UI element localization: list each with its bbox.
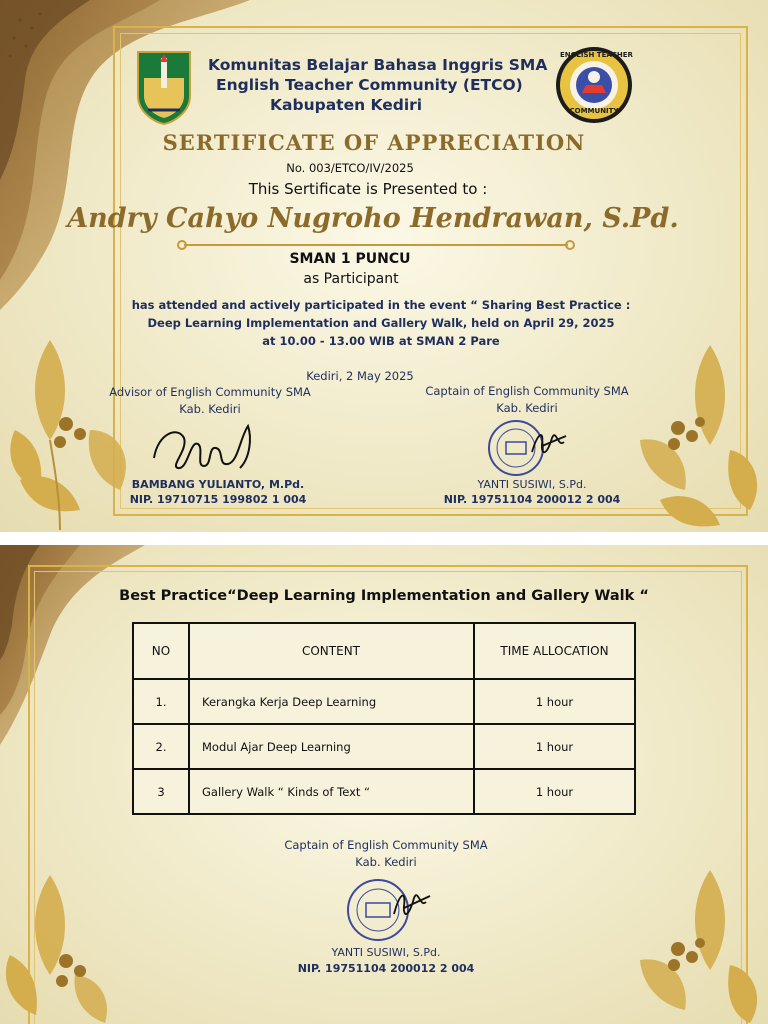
presented-to-text: This Sertificate is Presented to :: [248, 180, 488, 198]
program-title: Best Practice“Deep Learning Implementation and Gallery Walk “: [119, 588, 649, 604]
row-content: Gallery Walk “ Kinds of Text “: [189, 769, 474, 814]
header-time: TIME ALLOCATION: [474, 623, 635, 679]
right-signer-nip: NIP. 19751104 200012 2 004: [443, 493, 621, 506]
table-header-row: [133, 623, 635, 679]
header-no: NO: [133, 623, 189, 679]
recipient-name: Andry Cahyo Nugroho Hendrawan, S.Pd.: [67, 203, 679, 234]
header-line-3: Kabupaten Kediri: [270, 96, 423, 114]
program-signer-nip: NIP. 19751104 200012 2 004: [297, 962, 475, 975]
certificate-number: No. 003/ETCO/IV/2025: [286, 161, 414, 175]
left-signer-region: Kab. Kediri: [179, 402, 241, 416]
left-signer-name: BAMBANG YULIANTO, M.Pd.: [131, 478, 305, 491]
table-row: [133, 679, 635, 724]
name-underline-ornament: [176, 238, 576, 252]
row-time: 1 hour: [474, 769, 635, 814]
badge-top-text: ENGLISH TEACHER: [560, 51, 633, 59]
body-line-2: Deep Learning Implementation and Gallery Walk, held on April 29, 2025: [147, 316, 615, 330]
program-signer-name: YANTI SUSIWI, S.Pd.: [331, 946, 441, 959]
row-time: 1 hour: [474, 679, 635, 724]
row-no: 1.: [133, 679, 189, 724]
body-line-3: at 10.00 - 13.00 WIB at SMAN 2 Pare: [262, 334, 500, 348]
program-stamp-and-signature: [344, 876, 434, 942]
certificate-title: SERTIFICATE OF APPRECIATION: [162, 130, 586, 155]
place-date: Kediri, 2 May 2025: [306, 369, 414, 383]
kediri-crest-logo: [134, 48, 194, 126]
left-signer-role: Advisor of English Community SMA: [109, 385, 311, 399]
header-line-2: English Teacher Community (ETCO): [216, 76, 523, 94]
right-signer-region: Kab. Kediri: [496, 401, 558, 415]
header-content: CONTENT: [189, 623, 474, 679]
right-stamp-and-signature: [486, 418, 576, 478]
program-signer-role: Captain of English Community SMA: [284, 838, 488, 852]
recipient-role: as Participant: [303, 271, 399, 287]
row-time: 1 hour: [474, 724, 635, 769]
program-signer-region: Kab. Kediri: [355, 855, 417, 869]
row-content: Modul Ajar Deep Learning: [189, 724, 474, 769]
table-row: [133, 769, 635, 814]
right-signer-role: Captain of English Community SMA: [425, 384, 629, 398]
row-no: 2.: [133, 724, 189, 769]
row-no: 3: [133, 769, 189, 814]
badge-bottom-text: COMMUNITY: [569, 107, 619, 115]
header-line-1: Komunitas Belajar Bahasa Inggris SMA: [208, 56, 548, 74]
program-table: [132, 622, 636, 815]
left-signature: [148, 418, 258, 476]
body-line-1: has attended and actively participated in the event “ Sharing Best Practice :: [131, 298, 631, 312]
row-content: Kerangka Kerja Deep Learning: [189, 679, 474, 724]
recipient-school: SMAN 1 PUNCU: [289, 251, 411, 267]
left-signer-nip: NIP. 19710715 199802 1 004: [129, 493, 307, 506]
table-row: [133, 724, 635, 769]
right-signer-name: YANTI SUSIWI, S.Pd.: [477, 478, 587, 491]
